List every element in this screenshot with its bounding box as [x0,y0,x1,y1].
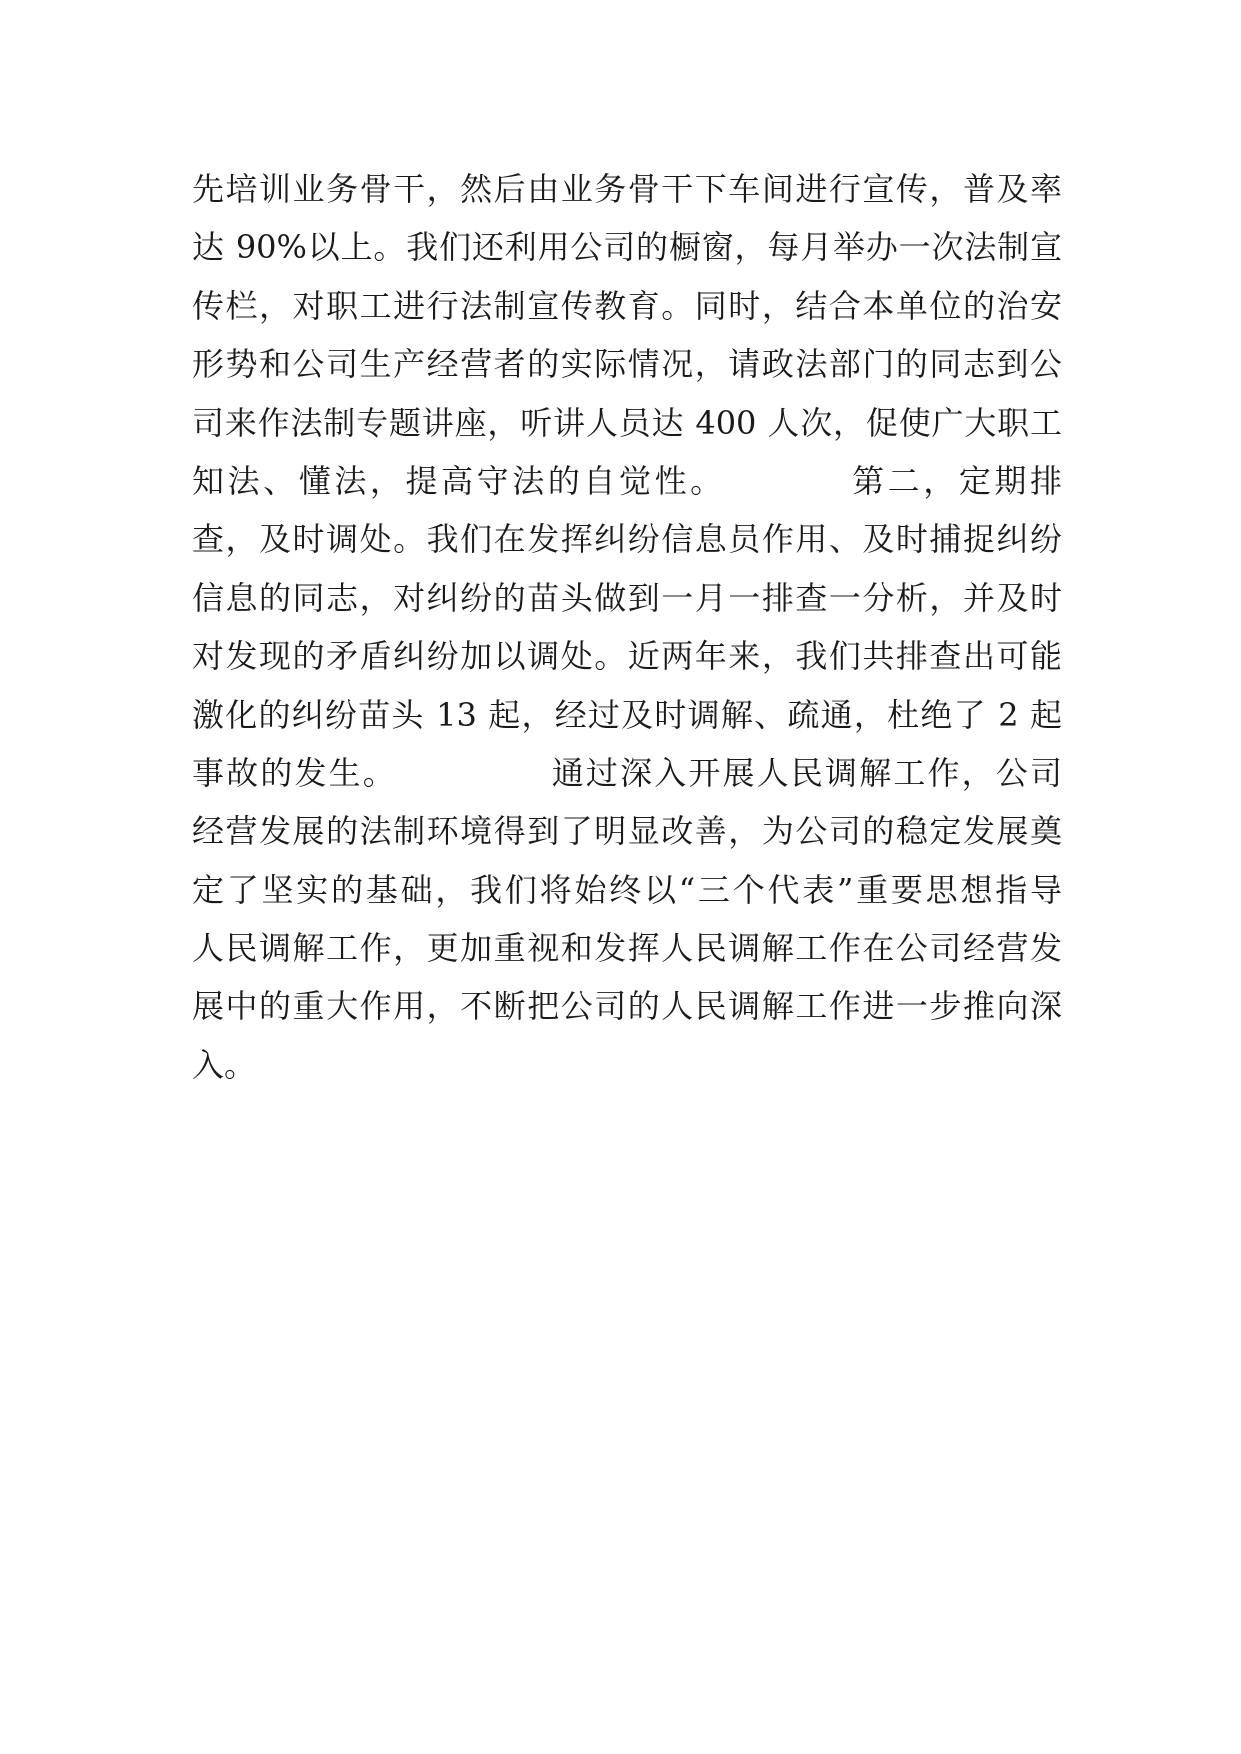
text-line-4: 形势和公司生产经营者的实际情况，请政法部门的同志到公 [192,345,1062,384]
text-line-5: 司来作法制专题讲座，听讲人员达 400 人次，促使广大职工 [192,403,1062,442]
text-line-15: 展中的重大作用，不断把公司的人民调解工作进一步推向深 [192,987,1062,1026]
text-line-3: 传栏，对职工进行法制宣传教育。同时，结合本单位的治安 [192,286,1062,325]
text-line-1: 先培训业务骨干，然后由业务骨干下车间进行宣传，普及率 [192,170,1062,208]
text-line-10: 激化的纠纷苗头 13 起，经过及时调解、疏通，杜绝了 2 起 [192,695,1062,734]
text-line-9: 对发现的矛盾纠纷加以调处。近两年来，我们共排查出可能 [192,637,1062,676]
text-line-14: 人民调解工作，更加重视和发挥人民调解工作在公司经营发 [192,929,1062,968]
text-line-12: 经营发展的法制环境得到了明显改善，为公司的稳定发展奠 [192,812,1062,851]
text-line-13: 定了坚实的基础，我们将始终以“三个代表”重要思想指导 [192,870,1062,909]
text-line-2: 达 90%以上。我们还利用公司的橱窗，每月举办一次法制宣 [192,228,1062,267]
text-line-8: 信息的同志，对纠纷的苗头做到一月一排查一分析，并及时 [192,578,1062,617]
text-line-7: 查，及时调处。我们在发挥纠纷信息员作用、及时捕捉纠纷 [192,520,1062,559]
text-line-6: 知法、懂法，提高守法的自觉性。 第二，定期排 [192,461,1062,500]
text-line-11: 事故的发生。 通过深入开展人民调解工作，公司 [192,753,1062,792]
body-text [192,160,1062,1094]
text-line-16: 入。 [192,1045,257,1084]
